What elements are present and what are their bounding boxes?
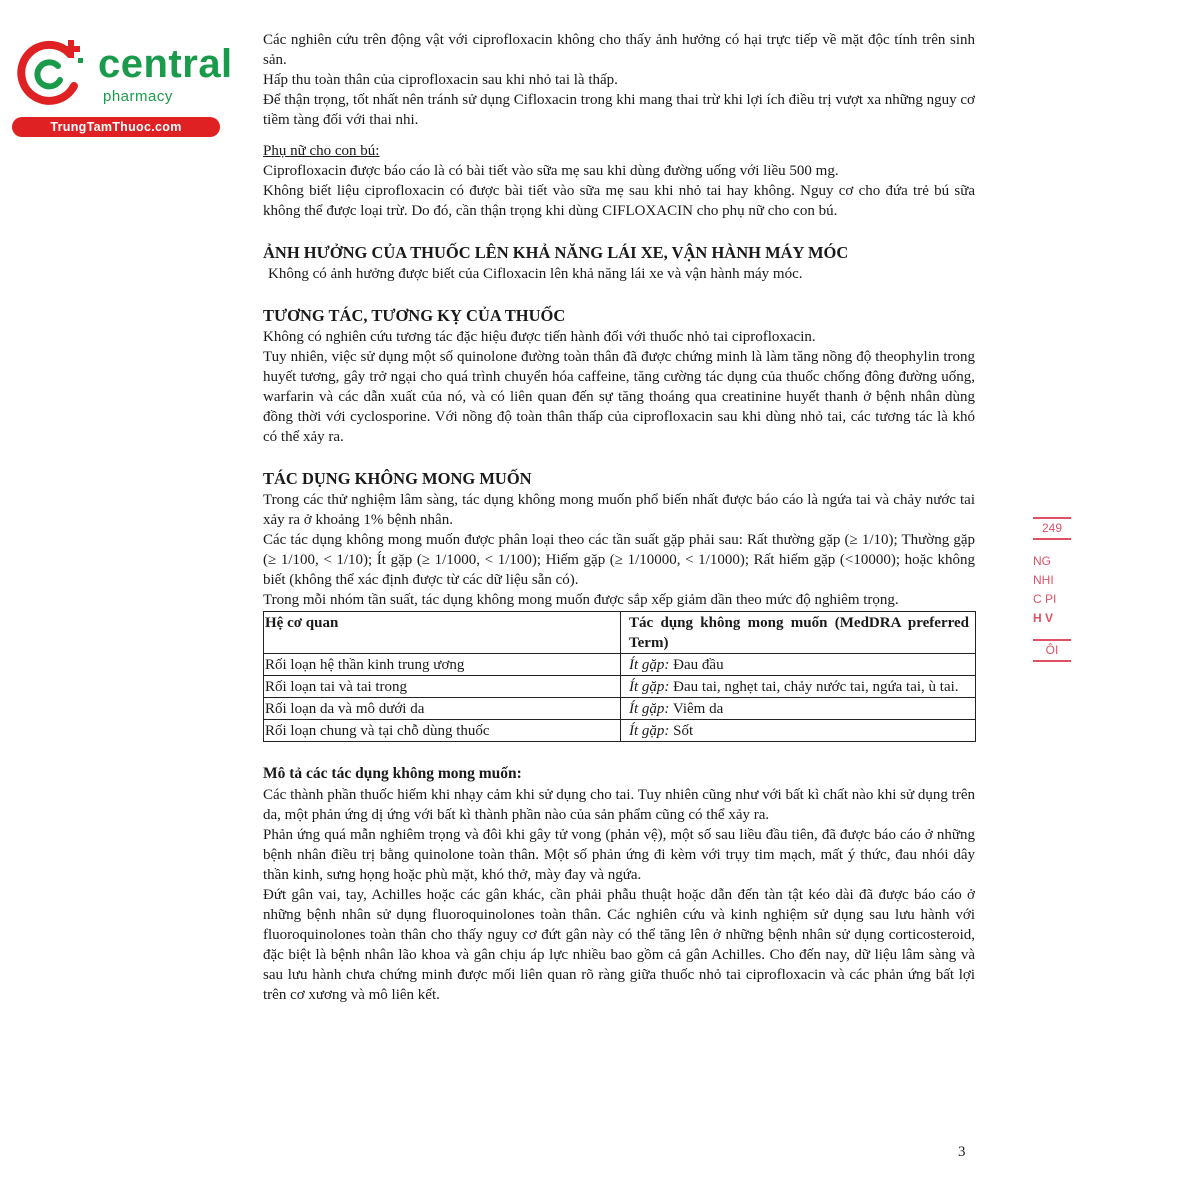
- table-header-cell: Tác dụng không mong muốn (MedDRA preferred Term): [621, 612, 976, 654]
- paragraph: Các nghiên cứu trên động vật với ciprofloxacin không cho thấy ảnh hưởng có hại trực tiếp về mặt độc tính trên sinh sản.: [263, 32, 975, 68]
- effect-text: Đau đầu: [669, 657, 724, 673]
- stamp-line: NHI: [1033, 573, 1054, 587]
- table-row: [264, 720, 976, 742]
- frequency-label: Ít gặp:: [629, 657, 670, 673]
- central-pharmacy-logo-icon: [12, 36, 90, 108]
- paragraph: Trong mỗi nhóm tần suất, tác dụng không mong muốn được sắp xếp giảm dần theo mức độ nghiêm trọng.: [263, 592, 899, 608]
- stamp-line: C PI: [1033, 592, 1057, 606]
- effect-cell: [621, 654, 976, 676]
- adverse-effects-description-heading: Mô tả các tác dụng không mong muốn:: [263, 765, 522, 782]
- paragraph: Không có ảnh hưởng được biết của Cifloxacin lên khả năng lái xe và vận hành máy móc.: [268, 266, 803, 282]
- paragraph: Hấp thu toàn thân của ciprofloxacin sau khi nhỏ tai là thấp.: [263, 72, 618, 88]
- adverse-effects-table: [263, 611, 976, 742]
- stamp-line: 249: [1033, 517, 1071, 540]
- table-row: [264, 676, 976, 698]
- logo-brand-text: central: [98, 42, 233, 86]
- organ-cell: Rối loạn hệ thần kinh trung ương: [264, 654, 621, 676]
- interaction-heading: TƯƠNG TÁC, TƯƠNG KỴ CỦA THUỐC: [263, 306, 566, 325]
- table-row: [264, 698, 976, 720]
- stamp-line: ÔI: [1033, 639, 1071, 662]
- nursing-subheading: Phụ nữ cho con bú:: [263, 143, 380, 159]
- table-row: [264, 654, 976, 676]
- page-number: 3: [958, 1144, 966, 1160]
- paragraph: Để thận trọng, tốt nhất nên tránh sử dụng Cifloxacin trong khi mang thai trừ khi lợi ích điều trị vượt xa những nguy cơ tiềm tàng đối với thai nhi.: [263, 92, 975, 128]
- organ-cell: Rối loạn tai và tai trong: [264, 676, 621, 698]
- stamp-line: NG: [1033, 554, 1051, 568]
- frequency-label: Ít gặp:: [629, 701, 670, 717]
- paragraph: Tuy nhiên, việc sử dụng một số quinolone đường toàn thân đã được chứng minh là làm tăng nồng độ theophylin trong huyết tương, gây trở ngại cho quá trình chuyển hóa caffeine, tăng cường tác dụng của thuốc chống đông đường uống, warfarin và các dẫn xuất của nó, và có liên quan đến sự tăng thoáng qua creatinine huyết thanh ở bệnh nhân dùng đồng thời với cyclosporine. Với nồng độ toàn thân thấp của ciprofloxacin sau khi dùng nhỏ tai, các tương tác là khó có thể xảy ra.: [263, 349, 975, 445]
- paragraph: Đứt gân vai, tay, Achilles hoặc các gân khác, cần phải phẫu thuật hoặc dẫn đến tàn tật kéo dài đã được báo cáo ở những bệnh nhân sử dụng fluoroquinolones toàn thân. Các nghiên cứu và kinh nghiệm sử dụng sau lưu hành với fluoroquinolones toàn thân cho thấy nguy cơ đứt gân này có thể tăng lên ở những bệnh nhân sử dụng corticosteroid, đặc biệt là bệnh nhân lão khoa và gân chịu áp lực nhiều bao gồm cả gân Achilles. Cho đến nay, dữ liệu lâm sàng và sau lưu hành chưa chứng minh được mối liên quan rõ ràng giữa thuốc nhỏ tai ciprofloxacin và các phản ứng bất lợi trên cơ xương và mô liên kết.: [263, 887, 975, 1003]
- effect-cell: [621, 720, 976, 742]
- document-body: [263, 30, 975, 1005]
- effect-text: Sốt: [669, 723, 694, 739]
- paragraph: Phản ứng quá mẫn nghiêm trọng và đôi khi gây tử vong (phản vệ), một số sau liều đầu tiên, đã được báo cáo ở những bệnh nhân điều trị bằng quinolone toàn thân. Một số phản ứng đi kèm với trụy tim mạch, mất ý thức, đau nhói dây thần kinh, sưng họng hoặc phù mặt, khó thở, mày đay và ngứa.: [263, 827, 975, 883]
- frequency-label: Ít gặp:: [629, 723, 670, 739]
- effect-cell: [621, 698, 976, 720]
- frequency-label: Ít gặp:: [629, 679, 670, 695]
- paragraph: Không có nghiên cứu tương tác đặc hiệu được tiến hành đối với thuốc nhỏ tai ciprofloxacin.: [263, 329, 816, 345]
- driving-heading: ẢNH HƯỞNG CỦA THUỐC LÊN KHẢ NĂNG LÁI XE, VẬN HÀNH MÁY MÓC: [263, 243, 849, 262]
- table-header-cell: Hệ cơ quan: [264, 612, 621, 654]
- paragraph: Ciprofloxacin được báo cáo là có bài tiết vào sữa mẹ sau khi dùng đường uống với liều 500 mg.: [263, 163, 839, 179]
- paragraph: Các tác dụng không mong muốn được phân loại theo các tần suất gặp phải sau: Rất thường gặp (≥ 1/10); Thường gặp (≥ 1/100, < 1/10); Ít gặp (≥ 1/1000, < 1/100); Hiếm gặp (≥ 1/10000, < 1/1000); Rất hiếm gặp (<10000); hoặc không biết (không thể xác định được từ các dữ liệu sẵn có).: [263, 532, 975, 588]
- effect-cell: [621, 676, 976, 698]
- red-stamp: [1033, 517, 1071, 662]
- pharmacy-logo: [10, 36, 233, 136]
- stamp-line: H V: [1033, 611, 1054, 625]
- paragraph: Các thành phần thuốc hiếm khi nhạy cảm khi sử dụng cho tai. Tuy nhiên cũng như với bất kì chất nào khi sử dụng trên da, một phản ứng dị ứng với bất kì thành phần nào của sản phẩm cũng có thể xảy ra.: [263, 787, 975, 823]
- effect-text: Đau tai, nghẹt tai, chảy nước tai, ngứa tai, ù tai.: [669, 679, 959, 695]
- organ-cell: Rối loạn chung và tại chỗ dùng thuốc: [264, 720, 621, 742]
- paragraph: Không biết liệu ciprofloxacin có được bài tiết vào sữa mẹ sau khi nhỏ tai hay không. Nguy cơ cho đứa trẻ bú sữa không thể được loại trừ. Do đó, cần thận trọng khi dùng CIFLOXACIN cho phụ nữ cho con bú.: [263, 183, 975, 219]
- paragraph: Trong các thử nghiệm lâm sàng, tác dụng không mong muốn phổ biến nhất được báo cáo là ngứa tai và chảy nước tai xảy ra ở khoảng 1% bệnh nhân.: [263, 492, 975, 528]
- table-header-row: [264, 612, 976, 654]
- organ-cell: Rối loạn da và mô dưới da: [264, 698, 621, 720]
- adverse-effects-heading: TÁC DỤNG KHÔNG MONG MUỐN: [263, 469, 532, 488]
- logo-sub-text: pharmacy: [103, 88, 173, 105]
- effect-text: Viêm da: [669, 701, 724, 717]
- logo-site-banner: TrungTamThuoc.com: [12, 117, 220, 137]
